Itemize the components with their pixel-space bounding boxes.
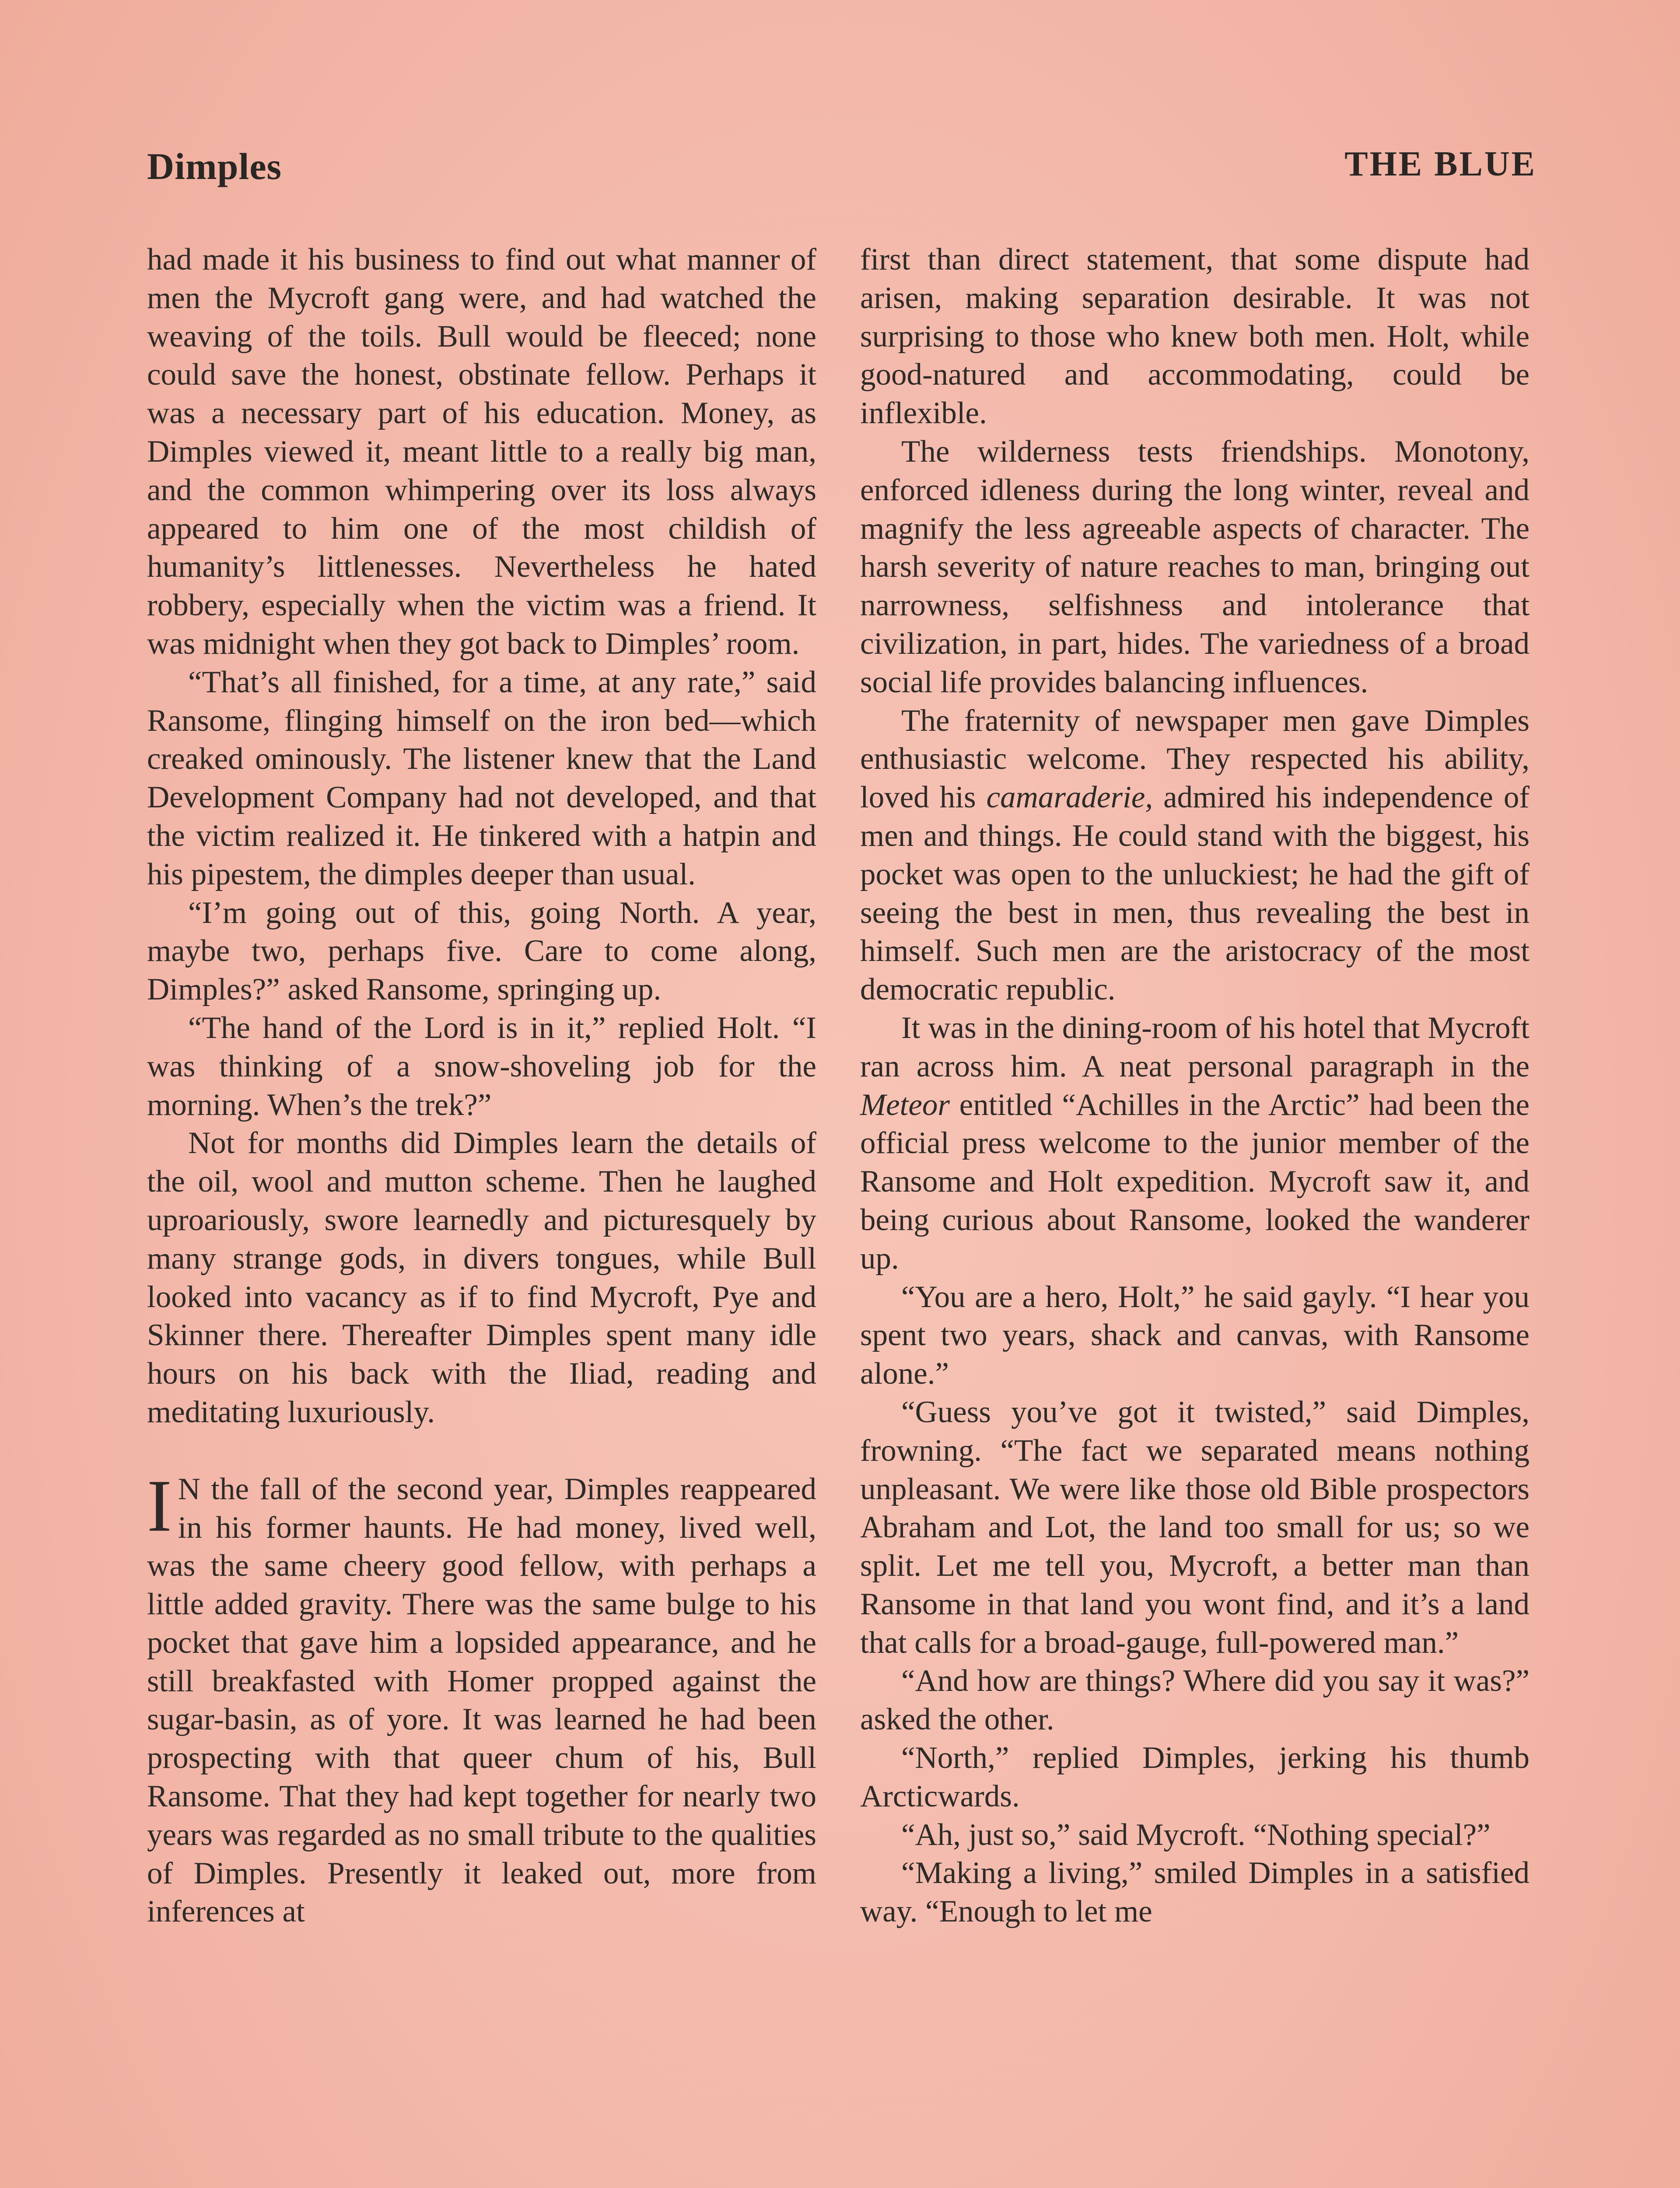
paragraph: Not for months did Dimples learn the details of the oil, wool and mutton scheme. Then he laughed uproariously, swore learnedly and picturesquely by many strange gods, in divers tongues, while Bull looked into vacancy as if to find Mycroft, Pye and Skinner there. Thereafter Dimples spent many idle hours on his back with the Iliad, reading and meditating luxuriously. [147, 1126, 816, 1429]
paragraph-text: The fraternity of newspaper men gave Dimples enthusiastic welcome. They respected his ability, loved his [860, 703, 1530, 815]
paragraph [860, 702, 1530, 1009]
paragraph: “Ah, just so,” said Mycroft. “Nothing special?” [901, 1817, 1491, 1852]
paragraph-text: admired his independence of men and things. He could stand with the biggest, his pocket was open to the unluckiest; he had the gift of seeing the best in men, thus revealing the best in himself. Such men are the aristocracy of the most democratic republic. [860, 780, 1530, 1007]
left-text-column [147, 241, 816, 1931]
paragraph [860, 1009, 1530, 1278]
running-head-title: Dimples [147, 145, 282, 187]
paragraph-text: N the fall of the second year, Dimples reappeared in his former haunts. He had money, lived well, was the same cheery good fellow, with perhaps a little added gravity. There was the same bulge to his pocket that gave him a lopsided appearance, and he still breakfasted with Homer propped against the sugar-basin, as of yore. It was learned he had been prospecting with that queer chum of his, Bull Ransome. That they had kept together for nearly two years was regarded as no small tribute to the qualities of Dimples. Presently it leaked out, more from inferences at [147, 1472, 816, 1929]
paragraph: “Guess you’ve got it twisted,” said Dimples, frowning. “The fact we separated means nothing unpleasant. We were like those old Bible prospectors Abraham and Lot, the land too small for us; so we split. Let me tell you, Mycroft, a better man than Ransome in that land you wont find, and it’s a land that calls for a broad-gauge, full-powered man.” [860, 1395, 1530, 1660]
paragraph: “I’m going out of this, going North. A year, maybe two, perhaps five. Care to come along, Dimples?” asked Ransome, springing up. [147, 895, 816, 1007]
italic-word: camaraderie, [986, 780, 1153, 815]
paragraph-text: entitled “Achilles in the Arctic” had been the official press welcome to the junior member of the Ransome and Holt expedition. Mycroft saw it, and being curious about Ransome, looked the wanderer up. [860, 1087, 1530, 1276]
section-opening-paragraph [147, 1464, 816, 1932]
paragraph: “North,” replied Dimples, jerking his thumb Arcticwards. [860, 1741, 1530, 1813]
paragraph: “And how are things? Where did you say it was?” asked the other. [860, 1664, 1530, 1737]
italic-newspaper-name: Meteor [860, 1087, 950, 1122]
paragraph: “The hand of the Lord is in it,” replied Holt. “I was thinking of a snow-shoveling job for the morning. When’s the trek?” [147, 1010, 816, 1122]
paragraph: “Making a living,” smiled Dimples in a satisfied way. “Enough to let me [860, 1856, 1530, 1929]
paragraph: first than direct statement, that some dispute had arisen, making separation desirable. It was not surprising to those who knew both men. Holt, while good-natured and accommodating, could be inflexible. [860, 242, 1530, 431]
right-text-column [860, 241, 1530, 1931]
paragraph: had made it his business to find out what manner of men the Mycroft gang were, and had watched the weaving of the toils. Bull would be fleeced; none could save the honest, obstinate fellow. Perhaps it was a necessary part of his education. Money, as Dimples viewed it, meant little to a really big man, and the common whimpering over its loss always appeared to him one of the most childish of humanity’s littlenesses. Nevertheless he hated robbery, especially when the victim was a friend. It was midnight when they got back to Dimples’ room. [147, 242, 816, 661]
drop-cap: I [147, 1464, 172, 1547]
paragraph: “You are a hero, Holt,” he said gayly. “I hear you spent two years, shack and canvas, with Ransome alone.” [860, 1280, 1530, 1391]
paragraph: The wilderness tests friendships. Monotony, enforced idleness during the long winter, reveal and magnify the less agreeable aspects of character. The harsh severity of nature reaches to man, bringing out narrowness, selfishness and intolerance that civilization, in part, hides. The variedness of a broad social life provides balancing influences. [860, 434, 1530, 699]
paragraph: “That’s all finished, for a time, at any rate,” said Ransome, flinging himself on the iron bed—which creaked ominously. The listener knew that the Land Development Company had not developed, and that the victim realized it. He tinkered with a hatpin and his pipestem, the dimples deeper than usual. [147, 665, 816, 891]
paragraph-text: It was in the dining-room of his hotel that Mycroft ran across him. A neat personal paragraph in the [860, 1010, 1530, 1083]
running-head-magazine: THE BLUE [1344, 145, 1536, 183]
